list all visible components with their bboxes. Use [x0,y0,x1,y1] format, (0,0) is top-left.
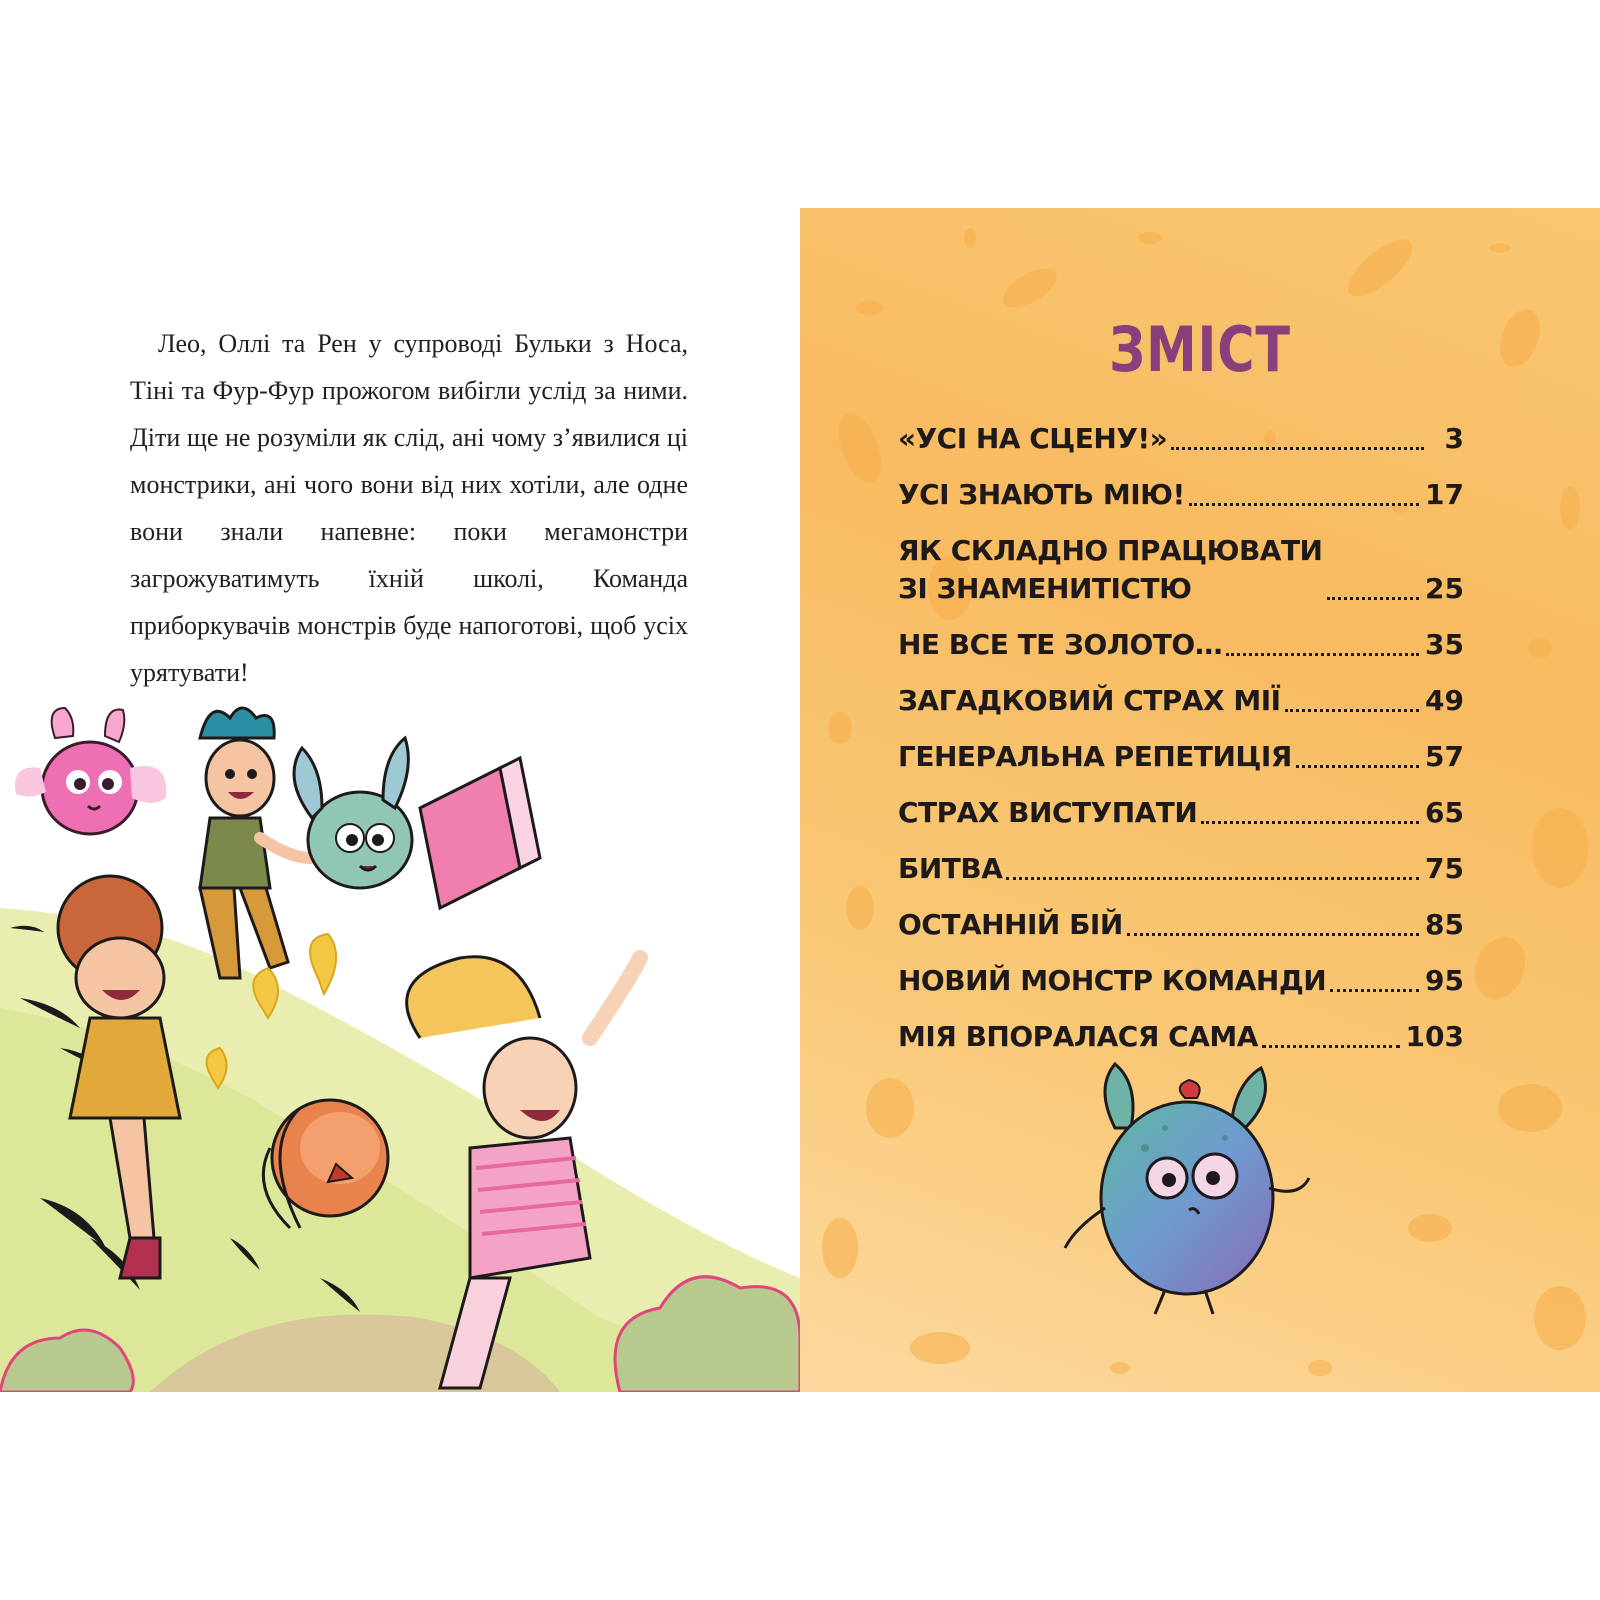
toc-entry-page: 17 [1425,478,1464,511]
dot-leader [1327,597,1420,600]
right-page [800,208,1600,1392]
dot-leader [1226,653,1419,656]
toc-entry-page: 103 [1405,1020,1464,1053]
blue-monster-illustration [1055,1058,1325,1318]
toc-entry-title: МІЯ ВПОРАЛАСЯ САМА [898,1020,1258,1053]
dot-leader [1006,877,1419,880]
toc-entry-title: БИТВА [898,852,1003,885]
running-kids-illustration [0,678,800,1392]
toc-entry[interactable] [898,906,1464,944]
book-spread [0,208,1600,1392]
boy-character [200,708,310,978]
dot-leader [1262,1045,1400,1048]
toc-heading: ЗМІСТ [1109,313,1291,386]
toc-entry-page: 65 [1425,796,1464,829]
flying-book [420,758,540,908]
dot-leader [1330,989,1419,992]
left-page [0,208,800,1392]
toc-entry[interactable] [898,476,1464,514]
toc-entry[interactable] [898,794,1464,832]
table-of-contents [898,420,1464,1074]
toc-entry[interactable] [898,962,1464,1000]
toc-entry-title: УСІ ЗНАЮТЬ МІЮ! [898,478,1185,511]
dot-leader [1296,765,1419,768]
toc-entry-page: 85 [1425,908,1464,941]
toc-entry-page: 3 [1444,422,1464,455]
story-paragraph: Лео, Оллі та Рен у супроводі Бульки з Носа, Тіні та Фур-Фур прожогом вибігли услід за ними. Діти ще не розуміли як слід, ані чому з’явилися ці монстрики, ані чого вони від них хотіли, але одне вони знали напевне: поки мегамонстри загрожуватимуть їхній школі, Команда приборкувачів монстрів буде напоготові, щоб усіх урятувати! [130,329,688,687]
dot-leader [1171,447,1424,450]
toc-entry[interactable] [898,738,1464,776]
toc-entry-title: ЗАГАДКОВИЙ СТРАХ МІЇ [898,684,1281,717]
toc-entry-page: 49 [1425,684,1464,717]
toc-entry-title: НЕ ВСЕ ТЕ ЗОЛОТО… [898,628,1223,661]
toc-entry-title: ОСТАННІЙ БІЙ [898,908,1123,941]
toc-entry-title: «УСІ НА СЦЕНУ!» [898,422,1168,455]
dot-leader [1201,821,1419,824]
toc-entry-title: ГЕНЕРАЛЬНА РЕПЕТИЦІЯ [898,740,1292,773]
toc-entry[interactable] [898,850,1464,888]
teal-monster [294,738,412,888]
toc-entry[interactable] [898,626,1464,664]
dot-leader [1285,709,1419,712]
toc-entry[interactable] [898,532,1464,608]
toc-entry[interactable] [898,420,1464,458]
toc-entry-title: СТРАХ ВИСТУПАТИ [898,796,1198,829]
toc-entry[interactable] [898,1018,1464,1056]
toc-entry-page: 75 [1425,852,1464,885]
pink-monster [15,708,166,834]
toc-entry-page: 57 [1425,740,1464,773]
toc-entry-title: ЯК СКЛАДНО ПРАЦЮВАТИ ЗІ ЗНАМЕНИТІСТЮ [898,534,1323,605]
dot-leader [1189,503,1419,506]
dot-leader [1127,933,1419,936]
toc-entry-page: 25 [1425,572,1464,605]
toc-entry-page: 35 [1425,628,1464,661]
toc-entry[interactable] [898,682,1464,720]
toc-entry-page: 95 [1425,964,1464,997]
toc-entry-title: НОВИЙ МОНСТР КОМАНДИ [898,964,1327,997]
